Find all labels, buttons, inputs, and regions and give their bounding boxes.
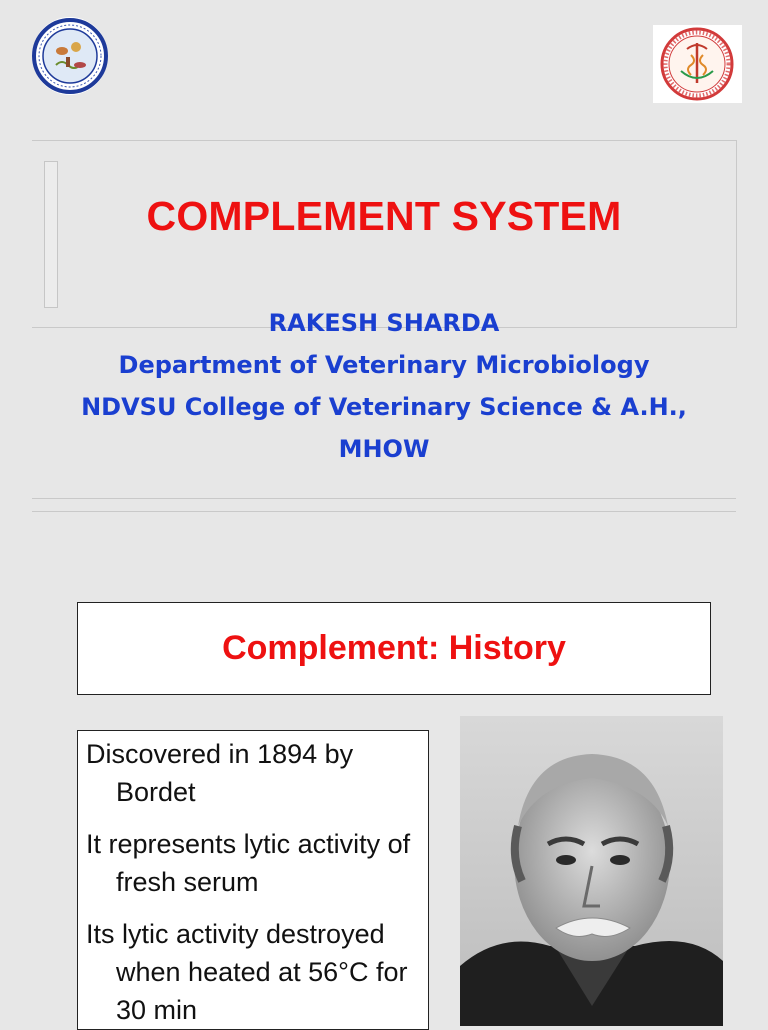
history-bullet-list xyxy=(77,730,429,1030)
city-name: MHOW xyxy=(338,435,430,463)
college-name: NDVSU College of Veterinary Science & A.H., xyxy=(81,393,687,421)
history-heading: Complement: History xyxy=(222,629,566,667)
slide-divider xyxy=(32,498,736,512)
list-item: Its lytic activity destroyed when heated at 56°C for 30 min xyxy=(86,919,408,1025)
list-item: Discovered in 1894 by Bordet xyxy=(86,739,354,807)
veterinary-college-logo xyxy=(653,25,742,103)
page-title: COMPLEMENT SYSTEM xyxy=(146,193,622,239)
department-name: Department of Veterinary Microbiology xyxy=(118,351,650,379)
list-item: It represents lytic activity of fresh serum xyxy=(86,829,411,897)
university-seal-logo xyxy=(32,17,108,95)
author-block xyxy=(40,302,728,470)
author-name: RAKESH SHARDA xyxy=(268,309,500,337)
portrait-photo-bordet xyxy=(460,716,723,1026)
history-heading-box xyxy=(77,602,711,695)
veterinary-college-logo-frame xyxy=(653,25,742,103)
